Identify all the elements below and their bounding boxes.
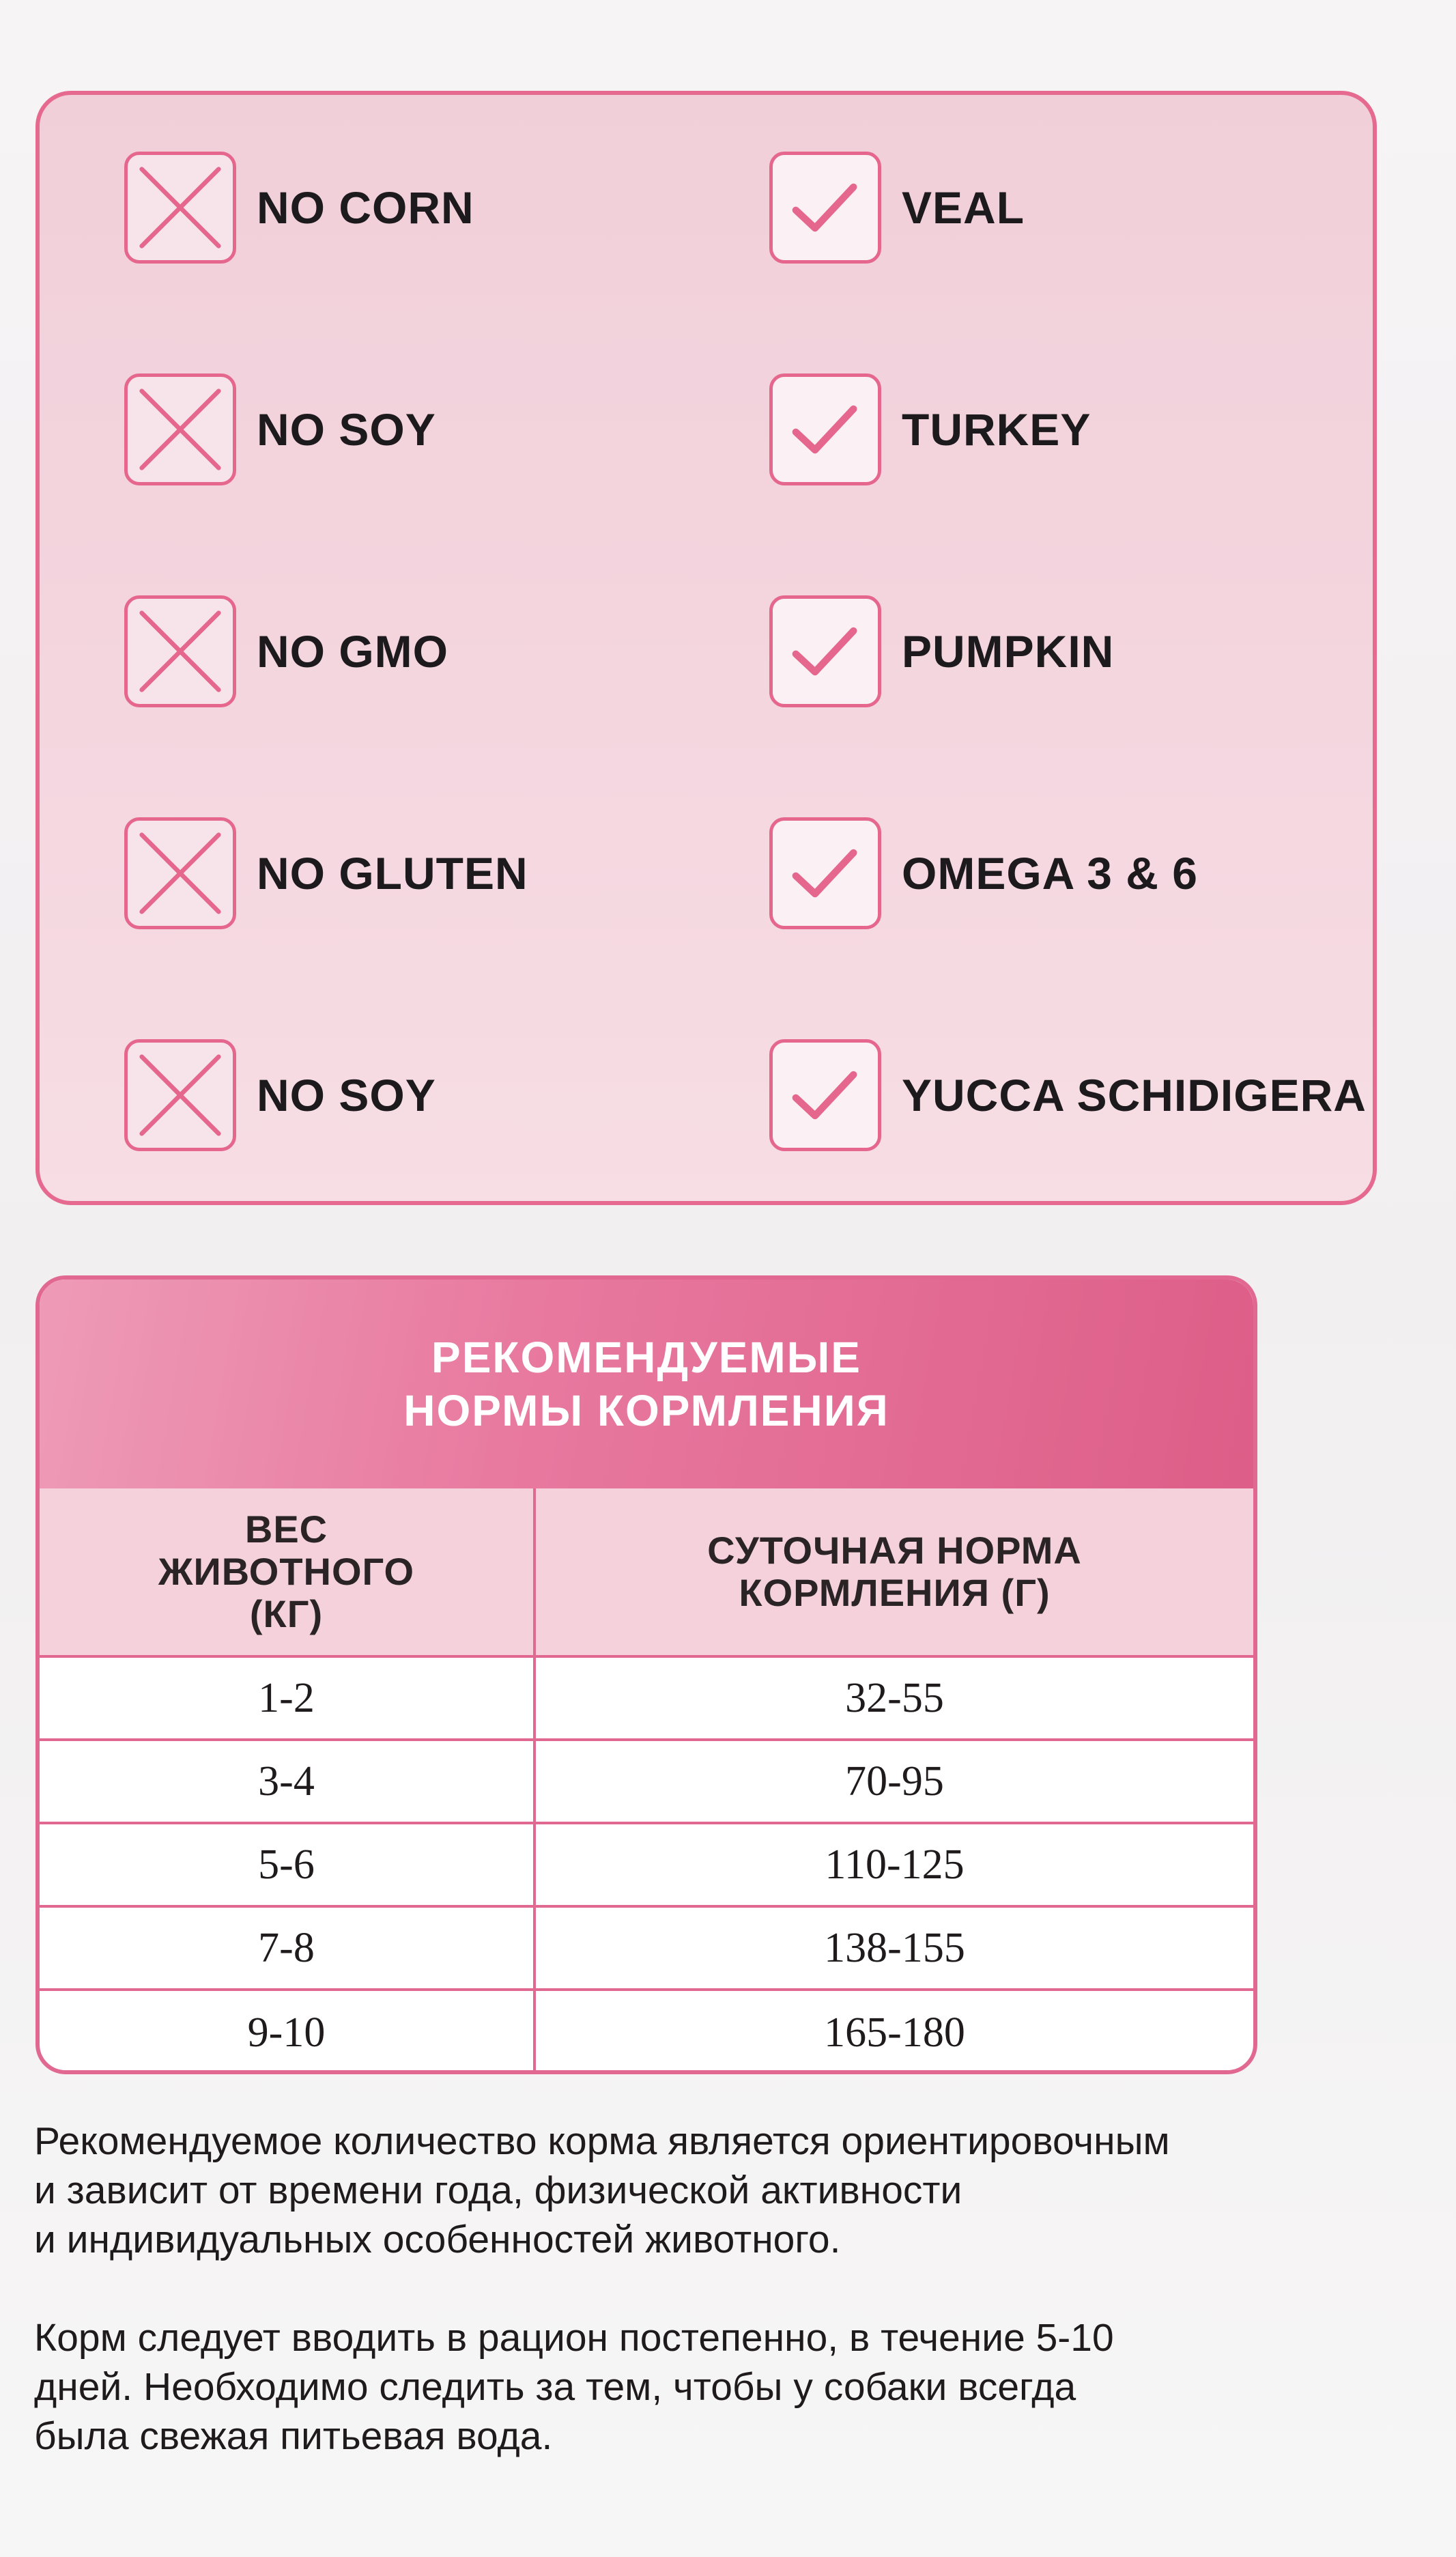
table-title-line1: РЕКОМЕНДУЕМЫЕ — [431, 1333, 861, 1382]
feature-label: OMEGA 3 & 6 — [902, 848, 1198, 899]
table-title — [40, 1280, 1253, 1488]
feature-label: YUCCA SCHIDIGERA — [902, 1070, 1367, 1120]
table-row — [40, 1822, 1253, 1905]
feature-label: NO CORN — [257, 182, 474, 233]
cross-icon — [124, 373, 236, 485]
weight-cell: 9-10 — [40, 1991, 536, 2074]
feature-label: NO SOY — [257, 404, 436, 455]
cross-icon — [124, 595, 236, 707]
feature-omega — [769, 815, 1198, 931]
table-row — [40, 1655, 1253, 1738]
cross-icon — [124, 817, 236, 929]
check-icon — [769, 1039, 881, 1151]
feature-no-corn — [124, 150, 474, 266]
weight-cell: 1-2 — [40, 1658, 536, 1738]
feature-turkey — [769, 371, 1091, 488]
norm-column-header: СУТОЧНАЯ НОРМА КОРМЛЕНИЯ (Г) — [707, 1529, 1082, 1614]
cross-icon — [124, 1039, 236, 1151]
cross-icon — [124, 152, 236, 264]
note-paragraph-2: Корм следует вводить в рацион постепенно, в течение 5-10 дней. Необходимо следить за тем, чтобы у собаки всегда была свежая питьевая вода. — [34, 2316, 1114, 2458]
feature-no-gmo — [124, 593, 448, 709]
feature-no-soy — [124, 371, 436, 488]
norm-cell: 32-55 — [845, 1674, 944, 1721]
weight-cell: 5-6 — [40, 1824, 536, 1905]
weight-cell: 3-4 — [40, 1741, 536, 1822]
feeding-notes — [34, 2117, 1440, 2461]
norm-cell: 165-180 — [824, 2009, 965, 2056]
feature-label: TURKEY — [902, 404, 1091, 455]
feature-veal — [769, 150, 1025, 266]
ingredient-feature-panel — [35, 91, 1377, 1205]
feature-pumpkin — [769, 593, 1114, 709]
feature-no-gluten — [124, 815, 528, 931]
weight-cell: 7-8 — [40, 1908, 536, 1988]
feature-no-soy-2 — [124, 1037, 436, 1153]
feature-label: NO SOY — [257, 1070, 436, 1120]
table-row — [40, 1988, 1253, 2074]
feature-yucca — [769, 1037, 1367, 1153]
norm-cell: 110-125 — [825, 1841, 965, 1888]
feature-label: NO GLUTEN — [257, 848, 528, 899]
check-icon — [769, 373, 881, 485]
check-icon — [769, 817, 881, 929]
check-icon — [769, 152, 881, 264]
check-icon — [769, 595, 881, 707]
feature-label: NO GMO — [257, 626, 448, 677]
weight-column-header: ВЕС ЖИВОТНОГО (КГ) — [40, 1488, 536, 1655]
norm-cell: 138-155 — [824, 1924, 965, 1971]
feeding-norms-table — [35, 1275, 1257, 2074]
norm-cell: 70-95 — [845, 1757, 944, 1805]
table-row — [40, 1905, 1253, 1988]
feature-label: PUMPKIN — [902, 626, 1115, 677]
feature-label: VEAL — [902, 182, 1025, 233]
note-paragraph-1: Рекомендуемое количество корма является ориентировочным и зависит от времени года, физической активности и индивидуальных особенностей животного. — [34, 2119, 1170, 2261]
table-row — [40, 1738, 1253, 1822]
table-title-line2: НОРМЫ КОРМЛЕНИЯ — [403, 1386, 889, 1435]
table-header-row — [40, 1488, 1253, 1655]
